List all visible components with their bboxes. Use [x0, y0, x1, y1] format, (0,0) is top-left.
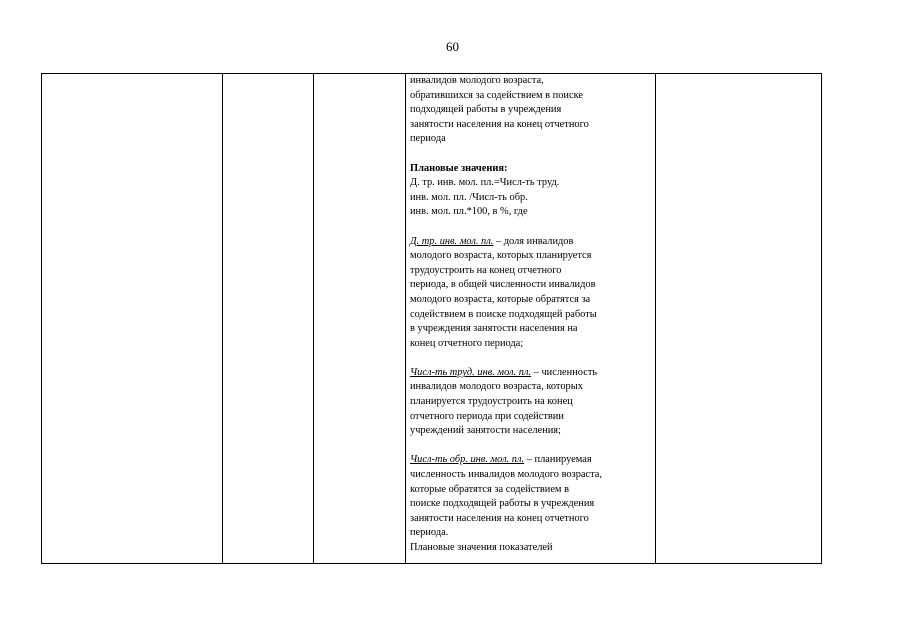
text-line: занятости населения на конец отчетного — [410, 118, 589, 130]
formula-line: инв. мол. пл. /Числ-ть обр. — [410, 191, 528, 203]
definition-2-term: Числ-ть труд. инв. мол. пл. — [410, 366, 532, 378]
column-divider-1 — [222, 74, 223, 563]
definition-2-first-text: – численность — [531, 366, 598, 378]
column-divider-4 — [655, 74, 656, 563]
formula-line: инв. мол. пл.*100, в %, где — [410, 206, 528, 218]
definition-1-first-text: – доля инвалидов — [493, 235, 574, 247]
paragraph-gap — [410, 351, 654, 366]
text-line: занятости населения на конец отчетного — [410, 512, 589, 524]
definition-3-first-line — [410, 453, 654, 468]
document-table — [41, 73, 822, 564]
text-line: отчетного периода при содействии — [410, 410, 564, 422]
text-line: подходящей работы в учреждения — [410, 104, 562, 116]
planned-values-heading: Плановые значения: — [410, 162, 508, 174]
definition-3-first-text: – планируемая — [524, 454, 592, 466]
column-divider-3 — [405, 74, 406, 563]
text-line: которые обратятся за содействием в — [410, 483, 570, 495]
definition-1-term: Д. тр. инв. мол. пл. — [410, 235, 494, 247]
text-line: молодого возраста, которых планируется — [410, 250, 592, 262]
paragraph-gap — [410, 220, 654, 235]
formula-line: Д. тр. инв. мол. пл.=Числ-ть труд. — [410, 177, 560, 189]
text-line: трудоустроить на конец отчетного — [410, 264, 562, 276]
text-line: Плановые значения показателей — [410, 542, 553, 553]
text-line: периода — [410, 133, 446, 145]
indicator-description-cell — [410, 74, 654, 556]
text-line: периода, в общей численности инвалидов — [410, 279, 596, 291]
text-line: в учреждения занятости населения на — [410, 323, 578, 335]
text-line: инвалидов молодого возраста, — [410, 75, 544, 86]
definition-1-first-line — [410, 235, 654, 250]
definition-2-first-line — [410, 366, 654, 381]
text-line: численность инвалидов молодого возраста, — [410, 469, 603, 481]
text-line: молодого возраста, которые обратятся за — [410, 293, 591, 305]
definition-3-term: Числ-ть обр. инв. мол. пл. — [410, 454, 525, 466]
text-line: конец отчетного периода; — [410, 337, 524, 349]
paragraph-gap — [410, 439, 654, 454]
page-number: 60 — [446, 39, 459, 54]
text-line: содействием в поиске подходящей работы — [410, 308, 597, 320]
text-line: обратившихся за содействием в поиске — [410, 89, 583, 101]
column-divider-2 — [313, 74, 314, 563]
text-line: периода. — [410, 527, 449, 539]
text-line: поиске подходящей работы в учреждения — [410, 498, 595, 510]
text-line: инвалидов молодого возраста, которых — [410, 381, 583, 393]
text-line: планируется трудоустроить на конец — [410, 396, 573, 408]
text-line: учреждений занятости населения; — [410, 425, 561, 437]
paragraph-gap — [410, 147, 654, 162]
